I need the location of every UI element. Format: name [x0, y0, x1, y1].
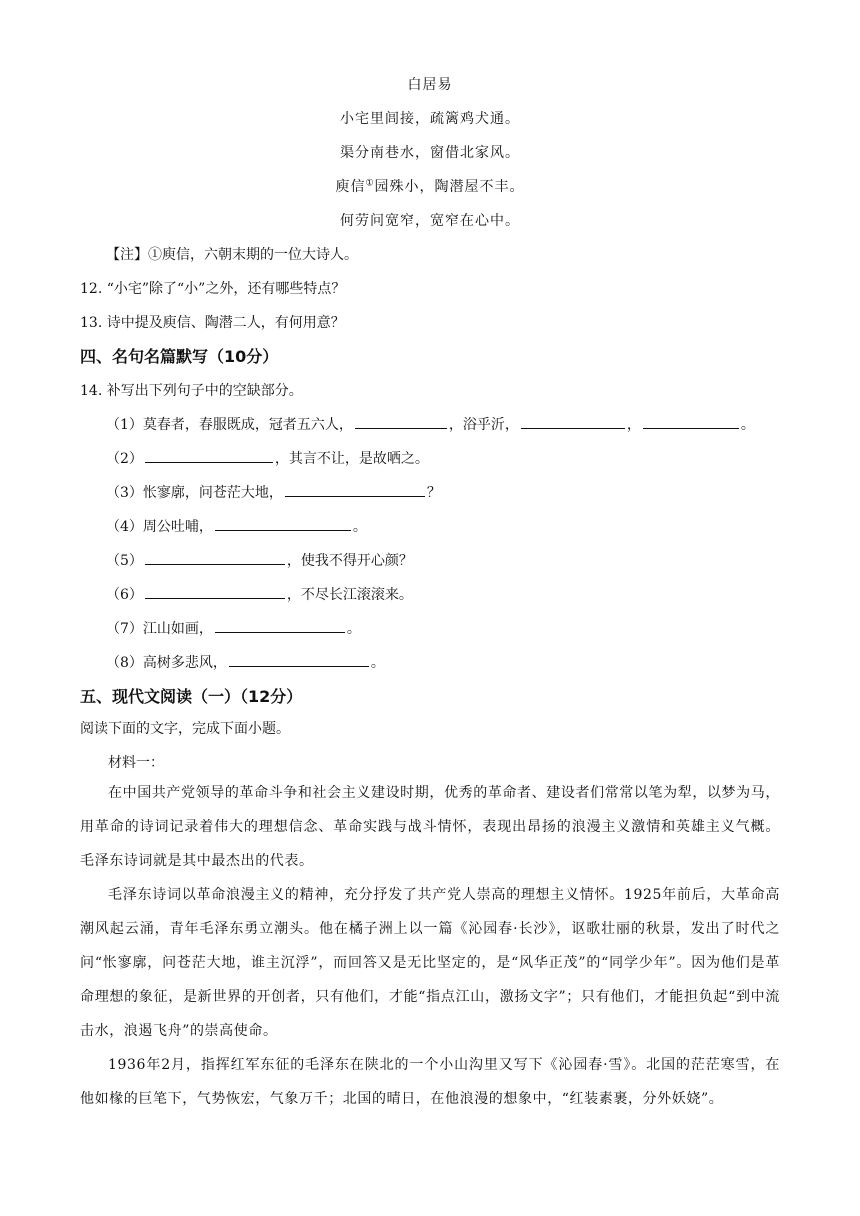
- item-text: ，不尽长江滚滚来。: [286, 587, 413, 603]
- poem-line-2: 渠分南巷水，窗借北家风。: [340, 145, 520, 161]
- poem-line-3-end: 园殊小，陶潜屋不丰。: [374, 179, 525, 195]
- material-label: 材料一：: [108, 755, 164, 771]
- footnote-marker: ①: [365, 178, 375, 189]
- item-text: （5）: [106, 553, 143, 569]
- poem-line-1: 小宅里闾接，疏篱鸡犬通。: [340, 111, 520, 127]
- reading-instruction: 阅读下面的文字，完成下面小题。: [80, 721, 290, 737]
- section-5-title: 五、现代文阅读（一）（12分）: [80, 687, 303, 706]
- answer-blank[interactable]: [215, 516, 351, 531]
- answer-blank[interactable]: [145, 584, 285, 599]
- section-4-title: 四、名句名篇默写（10分）: [80, 347, 279, 366]
- question-14: 14. 补写出下列句子中的空缺部分。: [80, 383, 303, 399]
- paragraph-2: 毛泽东诗词以革命浪漫主义的精神，充分抒发了共产党人崇高的理想主义情怀。1925年前后，大革命高潮风起云涌，青年毛泽东勇立潮头。他在橘子洲上以一篇《沁园春·长沙》，讴歌壮丽的秋景，发出了时代之问“怅寥廓，问苍茫大地，谁主沉浮”，而回答又是无比坚定的，是“风华正茂”的“同学少年”。因为他们是革命理想的象征，是新世界的开创者，只有他们，才能“指点江山，激扬文字”；只有他们，才能担负起“到中流击水，浪遏飞舟”的崇高使命。: [80, 887, 780, 1039]
- item-text: （7）江山如画，: [106, 621, 213, 637]
- item-text: 。: [352, 519, 367, 535]
- recite-item-3: [106, 482, 441, 502]
- poem-line-3-start: 庾信: [335, 179, 366, 195]
- paragraph-3: 1936年2月，指挥红军东征的毛泽东在陕北的一个小山沟里又写下《沁园春·雪》。北国的茫茫寒雪，在他如椽的巨笔下，气势恢宏，气象万千；北国的晴日，在他浪漫的想象中，“红装素裹，分外妖娆”。: [80, 1057, 780, 1107]
- item-text: ？: [426, 485, 441, 501]
- recite-item-5: [106, 550, 413, 570]
- item-text: 。: [370, 655, 385, 671]
- item-text: （6）: [106, 587, 143, 603]
- recite-item-8: [106, 652, 385, 672]
- answer-blank[interactable]: [145, 550, 285, 565]
- paragraph-1: 在中国共产党领导的革命斗争和社会主义建设时期，优秀的革命者、建设者们常常以笔为犁，以梦为马，用革命的诗词记录着伟大的理想信念、革命实践与战斗情怀，表现出昂扬的浪漫主义激情和英雄主义气概。毛泽东诗词就是其中最杰出的代表。: [80, 785, 780, 869]
- recite-item-4: [106, 516, 367, 536]
- item-text: ，使我不得开心颜？: [286, 553, 413, 569]
- answer-blank[interactable]: [145, 448, 273, 463]
- question-13: 13. 诗中提及庾信、陶潜二人，有何用意？: [80, 315, 345, 331]
- answer-blank[interactable]: [285, 482, 425, 497]
- poem-line-3: [0, 176, 860, 196]
- item-text: （4）周公吐哺，: [106, 519, 213, 535]
- question-12: 12. “小宅”除了“小”之外，还有哪些特点？: [80, 281, 346, 297]
- recite-item-7: [106, 618, 361, 638]
- answer-blank[interactable]: [643, 414, 739, 429]
- answer-blank[interactable]: [229, 652, 369, 667]
- item-text: ，: [626, 417, 641, 433]
- poem-author: 白居易: [407, 77, 453, 93]
- item-text: （2）: [106, 451, 143, 467]
- answer-blank[interactable]: [521, 414, 625, 429]
- item-text: ，其言不让，是故哂之。: [274, 451, 429, 467]
- poem-note: 【注】①庾信，六朝末期的一位大诗人。: [106, 247, 358, 263]
- answer-blank[interactable]: [215, 618, 345, 633]
- item-text: （1）莫春者，春服既成，冠者五六人，: [106, 417, 353, 433]
- item-text: 。: [740, 417, 755, 433]
- item-text: （8）高树多悲风，: [106, 655, 227, 671]
- item-text: （3）怅寥廓，问苍茫大地，: [106, 485, 283, 501]
- item-text: 。: [346, 621, 361, 637]
- answer-blank[interactable]: [355, 414, 447, 429]
- recite-item-6: [106, 584, 413, 604]
- recite-item-1: [106, 414, 755, 434]
- item-text: ，浴乎沂，: [448, 417, 519, 433]
- poem-line-4: 何劳问宽窄，宽窄在心中。: [340, 213, 520, 229]
- recite-item-2: [106, 448, 429, 468]
